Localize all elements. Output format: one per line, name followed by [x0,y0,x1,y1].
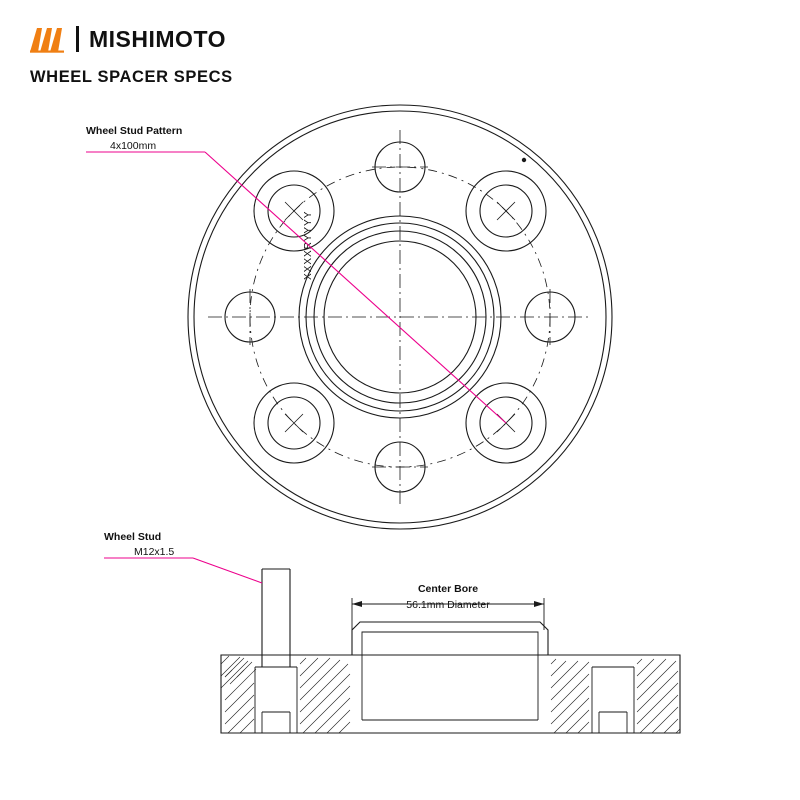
callout-stud-pattern-title: Wheel Stud Pattern [86,125,183,137]
centerlines [208,130,592,504]
page-title: WHEEL SPACER SPECS [30,68,233,86]
callout-wheel-stud-title: Wheel Stud [104,531,162,543]
section-hatching-left-inner [300,658,350,733]
stud-center-cross [285,414,303,432]
stud-pattern-leader [86,152,506,423]
wheel-stud-leader [104,558,262,583]
section-left-sleeve [255,667,297,733]
section-hatching-left [221,656,256,733]
stud-center-cross [285,202,303,220]
callout-stud-pattern-value: 4x100mm [110,140,157,152]
section-hatching-right [637,659,680,733]
brand-name: MISHIMOTO [89,25,226,52]
callout-wheel-stud-value: M12x1.5 [134,546,175,558]
stud-center-cross [497,202,515,220]
section-right-sleeve [592,667,634,733]
section-left-stud [262,569,290,667]
dimension-center-bore-title: Center Bore [417,583,479,595]
center-bore-dimension [352,598,544,630]
part-code-text: XXXXRYYYY [303,210,314,280]
section-hub-boss-inner [362,632,538,655]
section-bore-walls [362,655,538,720]
dimension-center-bore-value: 56.1mm Diameter [406,599,490,611]
section-hatching-right-inner [551,659,589,733]
section-hub-boss [352,622,548,655]
wheel-spacer-section-view [221,569,680,733]
marker-dot [522,158,526,162]
wheel-spacer-front-view [188,105,612,529]
